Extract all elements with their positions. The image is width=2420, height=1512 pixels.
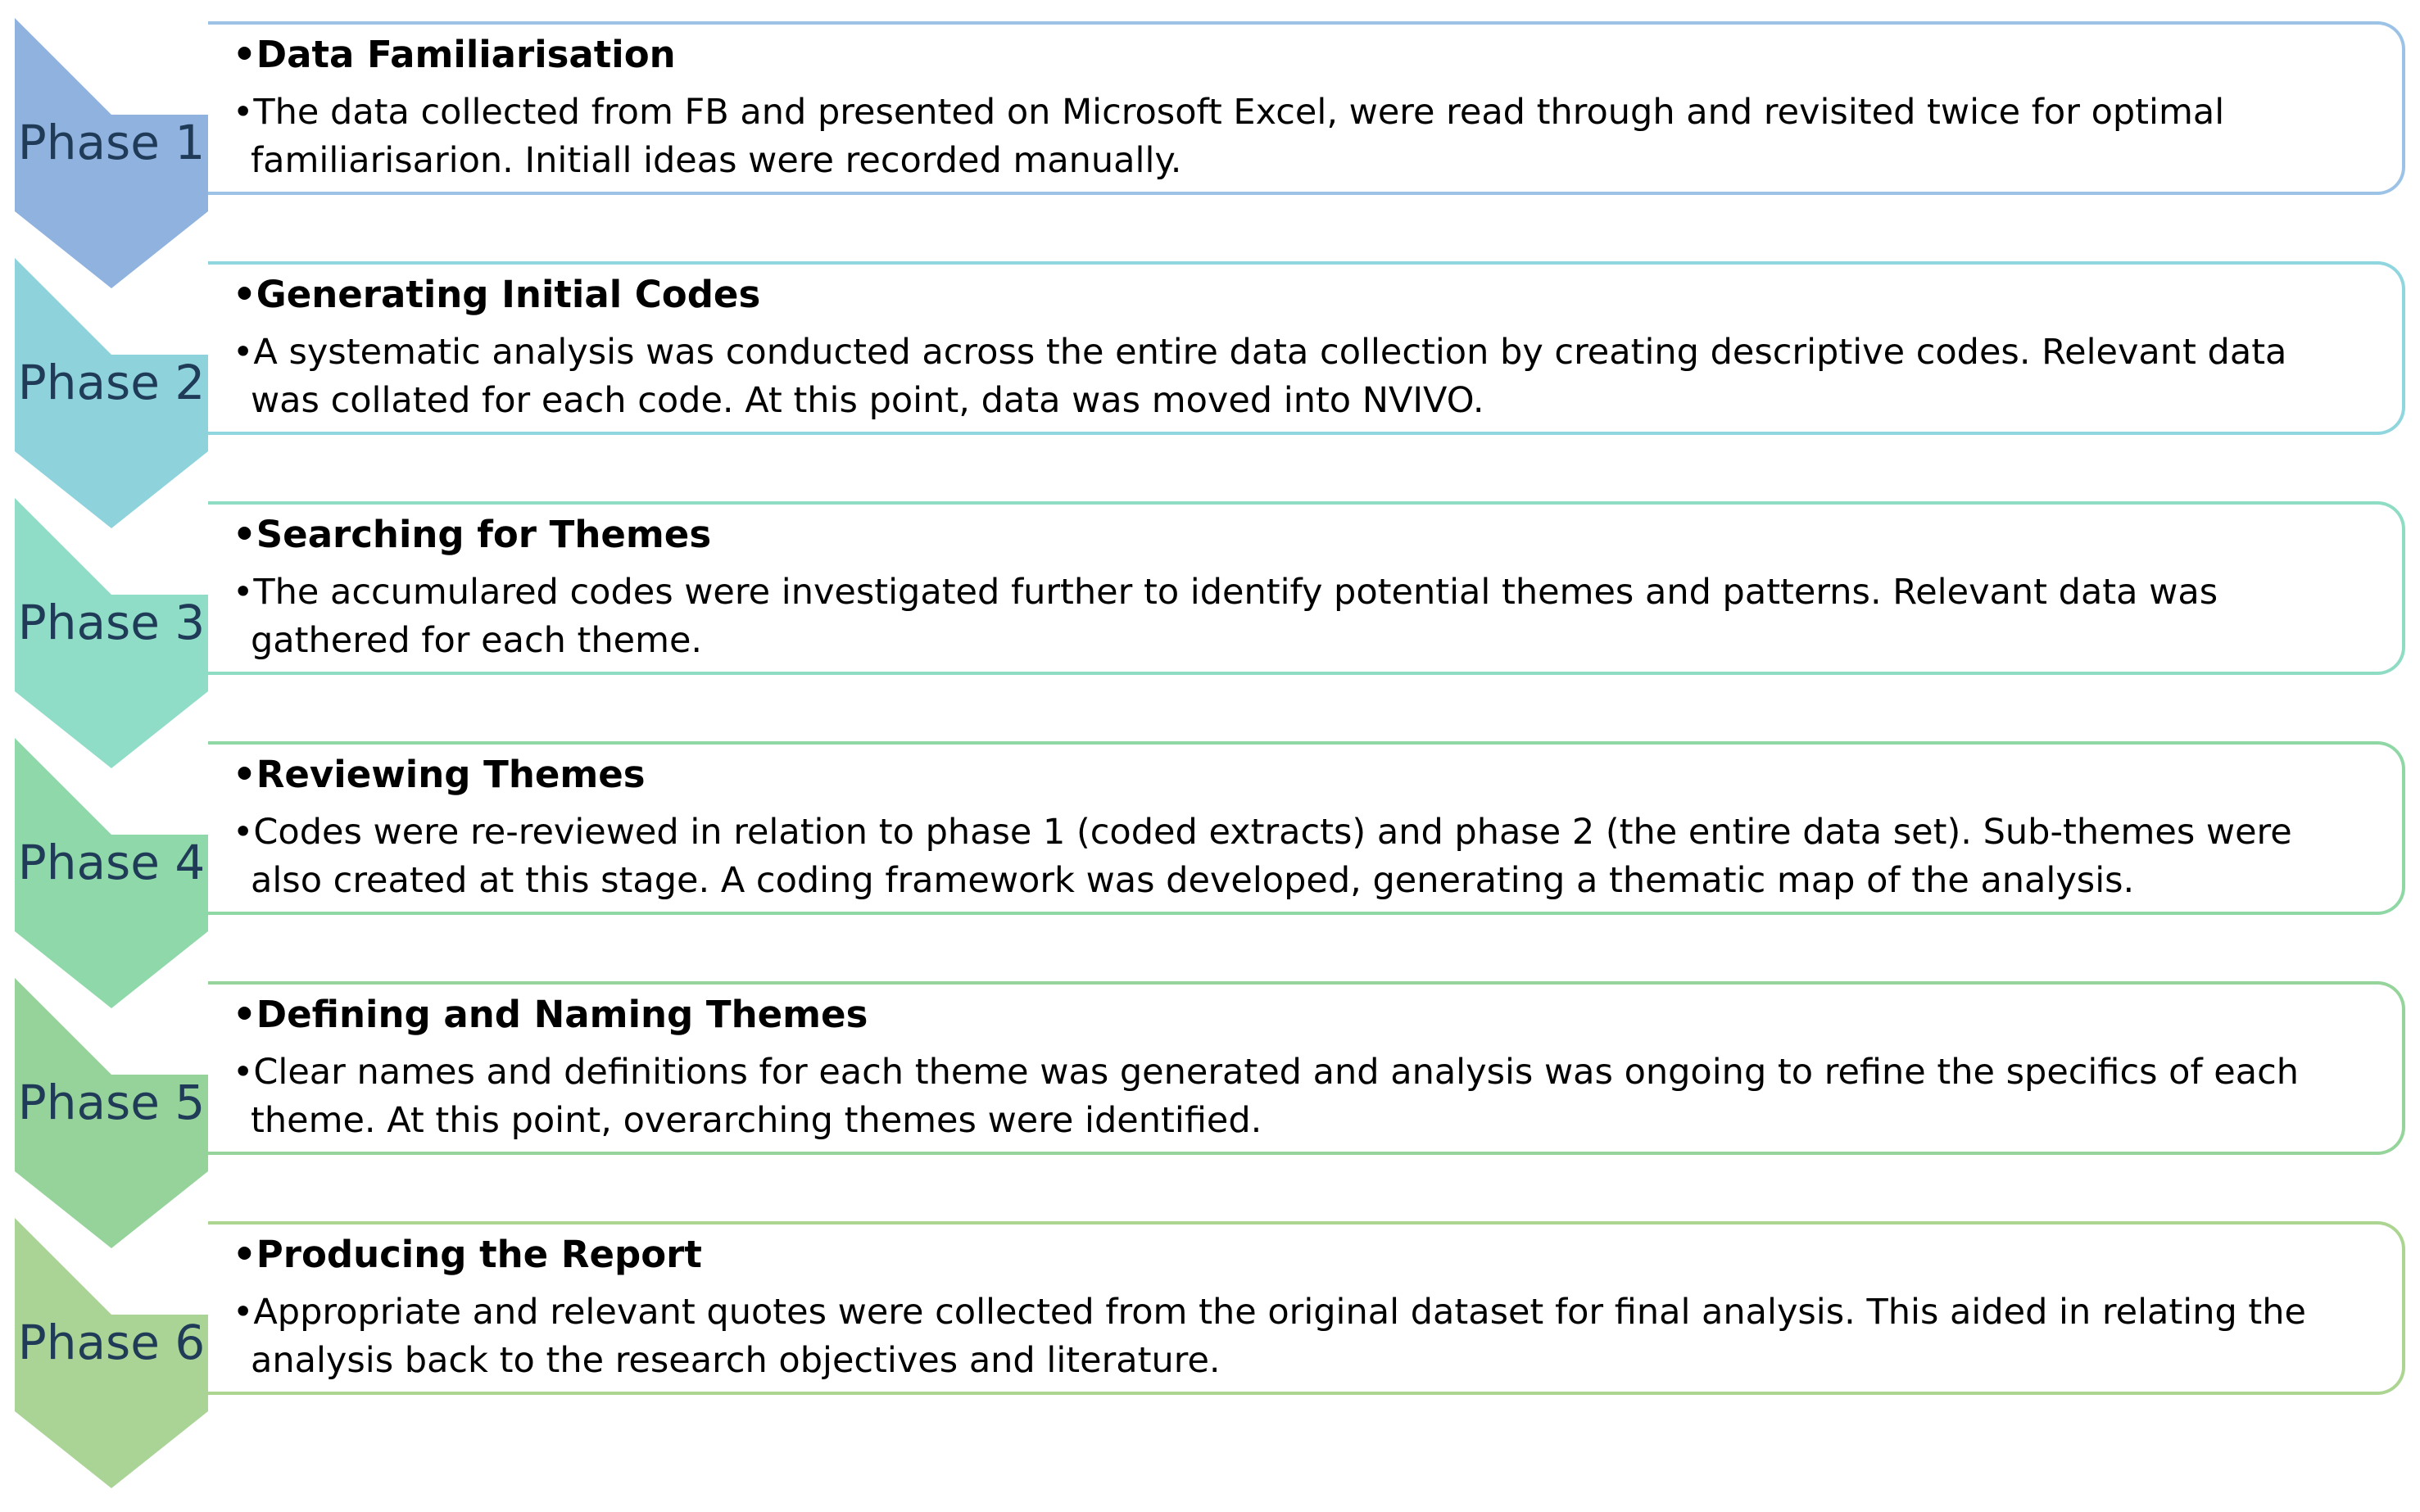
phase-1-description	[233, 88, 2379, 185]
phase-4-title-text: Reviewing Themes	[256, 753, 646, 796]
phase-3-label: Phase 3	[17, 595, 206, 650]
phase-1-card	[208, 21, 2405, 195]
phase-5-title-text: Defining and Naming Themes	[256, 993, 868, 1036]
phase-3-title	[233, 513, 711, 556]
phase-6-title	[233, 1233, 702, 1276]
phase-4-line-1-text: Codes were re-reviewed in relation to phase 1 (coded extracts) and phase 2 (the entire data set). Sub-themes were	[253, 812, 2292, 853]
phase-2-label: Phase 2	[17, 355, 206, 410]
phase-5-description-line-2: theme. At this point, overarching themes were identified.	[251, 1100, 1262, 1141]
phase-4-description-line-2: also created at this stage. A coding framework was developed, generating a thematic map of the analysis.	[251, 860, 2135, 901]
phase-2-card	[208, 261, 2405, 435]
phase-4-title	[233, 753, 646, 796]
phase-5-title	[233, 993, 868, 1036]
phase-2-title	[233, 273, 760, 316]
bullet: •	[233, 993, 256, 1036]
phase-1-label: Phase 1	[17, 115, 206, 170]
phase-1-title	[233, 33, 676, 76]
phase-6-label: Phase 6	[17, 1315, 206, 1370]
phase-4-description-line-1	[233, 808, 2379, 857]
phase-6-title-text: Producing the Report	[256, 1233, 702, 1276]
phase-3-description-line-1	[233, 568, 2379, 617]
phase-1-description-line-2: familiarisarion. Initiall ideas were recorded manually.	[251, 140, 1182, 181]
phase-6-line-1-text: Appropriate and relevant quotes were collected from the original dataset for final analysis. This aided in relating the	[253, 1292, 2306, 1333]
phase-1-description-line-1	[233, 88, 2379, 137]
phase-3-description	[233, 568, 2379, 665]
phase-6-card	[208, 1221, 2405, 1395]
bullet: •	[233, 1052, 254, 1093]
phase-5-description-line-1	[233, 1048, 2379, 1097]
phase-3-description-line-2: gathered for each theme.	[251, 620, 703, 661]
phase-2-description-line-2: was collated for each code. At this point, data was moved into NVIVO.	[251, 380, 1484, 421]
bullet: •	[233, 513, 256, 556]
phase-1-title-text: Data Familiarisation	[256, 33, 676, 76]
phase-6-description	[233, 1288, 2379, 1385]
phase-4-card	[208, 741, 2405, 915]
bullet: •	[233, 1292, 254, 1333]
bullet: •	[233, 33, 256, 76]
phase-4-label: Phase 4	[17, 835, 206, 890]
bullet: •	[233, 332, 254, 373]
bullet: •	[233, 812, 254, 853]
phase-1-line-1-text: The data collected from FB and presented on Microsoft Excel, were read through and revisited twice for optimal	[253, 92, 2225, 133]
phase-3-title-text: Searching for Themes	[256, 513, 712, 556]
phase-5-label: Phase 5	[17, 1075, 206, 1130]
phase-3-card	[208, 501, 2405, 675]
bullet: •	[233, 572, 254, 613]
bullet: •	[233, 1233, 256, 1276]
phase-5-line-1-text: Clear names and definitions for each theme was generated and analysis was ongoing to refine the specifics of each	[253, 1052, 2299, 1093]
phase-5-description	[233, 1048, 2379, 1145]
bullet: •	[233, 273, 256, 316]
phase-2-description-line-1	[233, 328, 2379, 377]
phase-2-title-text: Generating Initial Codes	[256, 273, 761, 316]
phase-2-description	[233, 328, 2379, 425]
phase-5-card	[208, 981, 2405, 1155]
phase-3-line-1-text: The accumulared codes were investigated further to identify potential themes and patterns. Relevant data was	[253, 572, 2218, 613]
phase-6-description-line-1	[233, 1288, 2379, 1337]
phase-4-description	[233, 808, 2379, 905]
bullet: •	[233, 92, 254, 133]
phase-6-description-line-2: analysis back to the research objectives and literature.	[251, 1340, 1221, 1381]
bullet: •	[233, 753, 256, 796]
phase-2-line-1-text: A systematic analysis was conducted across the entire data collection by creating descriptive codes. Relevant data	[253, 332, 2287, 373]
